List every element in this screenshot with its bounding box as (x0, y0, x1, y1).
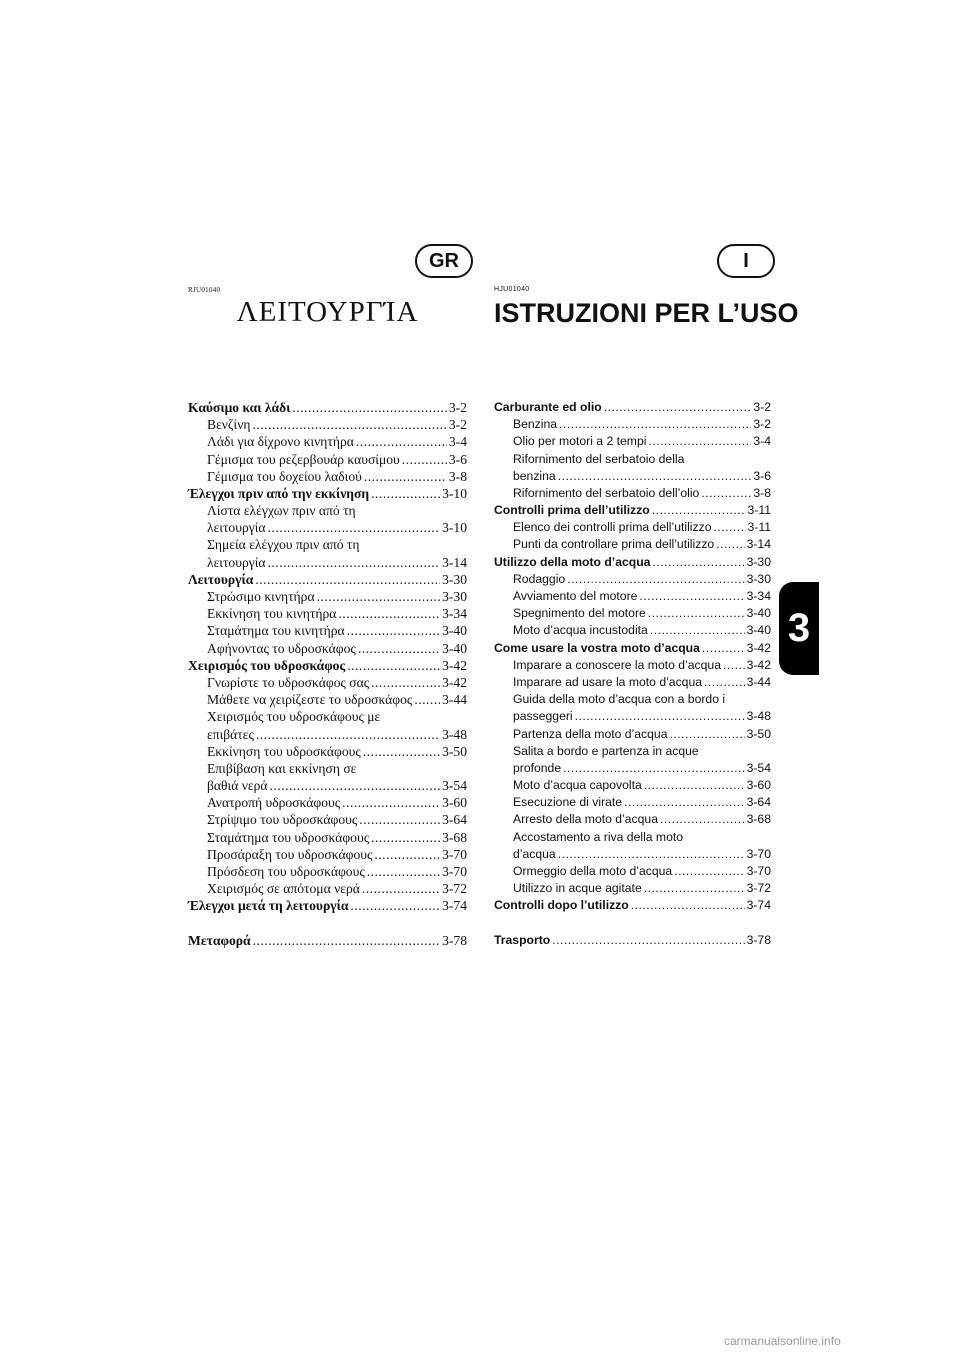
toc-entry-page: 3-2 (448, 399, 467, 415)
toc-entry-page: 3-30 (746, 571, 771, 586)
toc-dot-leader (558, 468, 752, 485)
toc-entry-page: 3-70 (746, 864, 771, 879)
toc-dot-leader (255, 571, 440, 588)
toc-entry-page: 3-42 (746, 657, 771, 672)
toc-entry-title: Προσάραξη του υδροσκάφους (207, 846, 373, 862)
toc-dot-leader (723, 657, 745, 674)
toc-entry[interactable] (494, 726, 771, 743)
toc-dot-leader (256, 726, 440, 743)
toc-entry-page: 3-72 (442, 881, 467, 897)
toc-entry[interactable] (188, 640, 467, 657)
toc-entry[interactable] (188, 812, 467, 829)
toc-entry[interactable] (188, 708, 467, 725)
toc-entry-title: Μάθετε να χειρίζεστε το υδροσκάφος (207, 692, 413, 708)
toc-entry-page: 3-8 (753, 485, 771, 500)
toc-entry[interactable] (494, 433, 771, 450)
toc-entry-page: 3-10 (442, 520, 467, 536)
toc-entry[interactable] (188, 554, 467, 571)
toc-entry-title: Arresto della moto d’acqua (513, 812, 658, 827)
toc-entry[interactable] (494, 829, 771, 846)
toc-entry-page: 3-70 (442, 846, 467, 862)
toc-dot-leader (350, 897, 440, 914)
toc-entry[interactable] (188, 537, 467, 554)
toc-entry-title: Χειρισμός σε απότομα νερά (207, 881, 360, 897)
toc-entry-title: Utilizzo della moto d’acqua (494, 554, 651, 569)
toc-entry-title: Έλεγχοι μετά τη λειτουργία (188, 898, 349, 914)
toc-entry[interactable] (494, 777, 771, 794)
toc-entry-page: 3-40 (746, 623, 771, 638)
toc-entry-page: 3-48 (746, 709, 771, 724)
toc-entry-page: 3-74 (442, 898, 467, 914)
toc-entry-page: 3-2 (753, 417, 771, 432)
toc-entry[interactable] (188, 399, 467, 416)
toc-dot-leader (716, 536, 744, 553)
toc-entry-page: 3-78 (442, 932, 467, 948)
toc-entry[interactable] (494, 760, 771, 777)
toc-entry-title: Στρίψιμο του υδροσκάφους (207, 812, 358, 828)
toc-entry-title: Moto d’acqua incustodita (513, 623, 648, 638)
toc-entry[interactable] (188, 519, 467, 536)
toc-entry-title: Partenza della moto d’acqua (513, 726, 668, 741)
toc-entry-title: Γέμισμα του δοχείου λαδιού (207, 468, 362, 484)
toc-entry-title: Benzina (513, 417, 558, 432)
toc-dot-leader (338, 605, 440, 622)
toc-entry-title: Olio per motori a 2 tempi (513, 434, 647, 449)
toc-dot-leader (567, 571, 744, 588)
toc-entry-page: 3-40 (746, 606, 771, 621)
toc-entry[interactable] (188, 863, 467, 880)
toc-entry-title: Moto d’acqua capovolta (513, 778, 642, 793)
toc-entry-page: 3-70 (746, 846, 771, 861)
toc-entry[interactable] (494, 622, 771, 639)
toc-entry-page: 3-2 (753, 399, 771, 414)
toc-entry[interactable] (494, 605, 771, 622)
toc-entry[interactable] (188, 657, 467, 674)
toc-entry[interactable] (494, 519, 771, 536)
toc-entry-title: profonde (513, 760, 562, 775)
toc-entry-title: Βενζίνη (207, 417, 251, 433)
toc-entry[interactable] (494, 588, 771, 605)
toc-entry-page: 3-6 (753, 468, 771, 483)
toc-entry[interactable] (494, 657, 771, 674)
toc-entry-page: 3-30 (442, 589, 467, 605)
toc-entry[interactable] (188, 502, 467, 519)
toc-entry-page: 3-78 (746, 932, 771, 947)
toc-entry-page: 3-44 (442, 692, 467, 708)
toc-entry-page: 3-64 (746, 795, 771, 810)
toc-entry-title: Spegnimento del motore (513, 606, 646, 621)
toc-entry-title: Λειτουργία (188, 571, 254, 587)
toc-entry-title: Χειρισμός του υδροσκάφος (188, 657, 346, 673)
toc-entry-title: Come usare la vostra moto d’acqua (494, 640, 700, 655)
toc-entry-page: 3-14 (746, 537, 771, 552)
toc-entry[interactable] (494, 812, 771, 829)
toc-entry-title: Ανατροπή υδροσκάφους (207, 795, 341, 811)
toc-entry[interactable] (494, 554, 771, 571)
toc-dot-leader (292, 399, 447, 416)
toc-entry-page: 3-42 (746, 640, 771, 655)
toc-entry-title: Επιβίβαση και εκκίνηση σε (207, 760, 357, 776)
toc-dot-leader (674, 863, 744, 880)
toc-entry[interactable] (188, 829, 467, 846)
toc-dot-leader (644, 880, 745, 897)
toc-entry-title: Utilizzo in acque agitate (513, 881, 642, 896)
toc-entry-title: Εκκίνηση του κινητήρα (207, 606, 337, 622)
toc-entry-title: Rodaggio (513, 571, 566, 586)
toc-entry[interactable] (188, 451, 467, 468)
toc-entry-title: Γέμισμα του ρεζερβουάρ καυσίμου (207, 451, 400, 467)
toc-entry-title: Λίστα ελέγχων πριν από τη (207, 503, 356, 519)
toc-entry-page: 3-4 (753, 434, 771, 449)
toc-dot-leader (359, 811, 440, 828)
toc-entry-page: 3-2 (448, 417, 467, 433)
toc-dot-leader (253, 932, 440, 949)
toc-entry[interactable] (494, 846, 771, 863)
toc-dot-leader (362, 880, 440, 897)
toc-dot-leader (563, 760, 744, 777)
toc-entry-page: 3-60 (746, 778, 771, 793)
toc-entry[interactable] (494, 674, 771, 691)
toc-dot-leader (631, 897, 745, 914)
toc-entry[interactable] (188, 777, 467, 794)
toc-entry[interactable] (188, 691, 467, 708)
toc-entry-page: 3-11 (747, 520, 771, 535)
toc-entry-title: Στρώσιμο κινητήρα (207, 589, 315, 605)
toc-entry[interactable] (494, 416, 771, 433)
toc-entry[interactable] (188, 726, 467, 743)
toc-entry-title: Imparare ad usare la moto d’acqua (513, 674, 703, 689)
toc-entry-title: Σημεία ελέγχου πριν από τη (207, 537, 360, 553)
toc-entry-title: benzina (513, 468, 556, 483)
toc-entry-title: Σταμάτημα του κινητήρα (207, 623, 345, 639)
toc-entry-page: 3-60 (442, 795, 467, 811)
toc-entry-title: Χειρισμός του υδροσκάφους με (207, 709, 381, 725)
toc-dot-leader (371, 485, 440, 502)
toc-entry-title: Esecuzione di virate (513, 795, 623, 810)
toc-entry[interactable] (494, 863, 771, 880)
toc-entry-page: 3-34 (746, 589, 771, 604)
language-badge-greek: GR (415, 244, 473, 278)
toc-entry[interactable] (494, 640, 771, 657)
chapter-title-italian: ISTRUZIONI PER L’USO (494, 298, 799, 328)
toc-entry[interactable] (494, 468, 771, 485)
toc-entry[interactable] (494, 691, 771, 708)
toc-entry[interactable] (188, 743, 467, 760)
toc-entry-title: Punti da controllare prima dell’utilizzo (513, 537, 715, 552)
toc-entry-title: Λάδι για δίχρονο κινητήρα (207, 434, 354, 450)
toc-dot-leader (374, 846, 440, 863)
toc-entry-page: 3-70 (442, 864, 467, 880)
toc-entry-page: 3-48 (442, 726, 467, 742)
toc-dot-leader (575, 708, 745, 725)
toc-entry[interactable] (188, 794, 467, 811)
toc-entry-title: Έλεγχοι πριν από την εκκίνηση (188, 485, 370, 501)
toc-entry-page: 3-72 (746, 881, 771, 896)
toc-dot-leader (358, 640, 440, 657)
toc-entry-title: Controlli dopo l’utilizzo (494, 898, 629, 913)
toc-entry-page: 3-44 (746, 674, 771, 689)
toc-entry-title: Σταμάτημα του υδροσκάφους (207, 829, 370, 845)
toc-entry-page: 3-68 (746, 812, 771, 827)
toc-entry-title: επιβάτες (207, 726, 254, 742)
toc-dot-leader (559, 416, 751, 433)
toc-entry-page: 3-14 (442, 554, 467, 570)
toc-entry[interactable] (494, 502, 771, 519)
toc-entry-title: Carburante ed olio (494, 399, 602, 414)
toc-entry[interactable] (494, 794, 771, 811)
toc-entry[interactable] (494, 399, 771, 416)
toc-entry-title: Καύσιμο και λάδι (188, 399, 291, 415)
toc-dot-leader (270, 777, 441, 794)
toc-entry-title: Μεταφορά (188, 932, 251, 948)
table-of-contents-italian (494, 399, 771, 949)
toc-dot-leader (669, 726, 744, 743)
toc-entry-page: 3-30 (442, 571, 467, 587)
toc-dot-leader (648, 433, 751, 450)
toc-entry-title: Accostamento a riva della moto (513, 829, 684, 844)
toc-dot-leader (371, 674, 440, 691)
toc-entry-title: βαθιά νερά (207, 778, 268, 794)
toc-dot-leader (648, 605, 745, 622)
toc-dot-leader (364, 468, 447, 485)
section-code-italian: HJU01040 (494, 286, 530, 293)
toc-entry[interactable] (188, 605, 467, 622)
toc-dot-leader (650, 622, 745, 639)
toc-entry-title: Guida della moto d’acqua con a bordo i (513, 692, 726, 707)
toc-entry[interactable] (494, 537, 771, 554)
chapter-title-greek: ΛΕΙΤΟΥΡΓΊΑ (236, 296, 419, 328)
toc-dot-leader (347, 622, 440, 639)
toc-entry[interactable] (188, 846, 467, 863)
toc-entry[interactable] (188, 622, 467, 639)
toc-entry[interactable] (494, 880, 771, 897)
toc-entry[interactable] (494, 743, 771, 760)
toc-entry[interactable] (494, 932, 771, 949)
toc-entry-title: Imparare a conoscere la moto d’acqua (513, 657, 721, 672)
toc-entry-page: 3-74 (746, 898, 771, 913)
toc-entry-title: Elenco dei controlli prima dell’utilizzo (513, 520, 712, 535)
toc-dot-leader (639, 588, 744, 605)
toc-dot-leader (367, 863, 440, 880)
toc-dot-leader (652, 554, 744, 571)
toc-entry-title: Rifornimento del serbatoio dell’olio (513, 485, 700, 500)
toc-entry-page: 3-54 (442, 778, 467, 794)
toc-dot-leader (713, 519, 745, 536)
toc-entry[interactable] (494, 571, 771, 588)
toc-entry-title: Αφήνοντας το υδροσκάφος (207, 640, 356, 656)
toc-entry-page: 3-6 (448, 451, 467, 467)
toc-entry-page: 3-10 (442, 485, 467, 501)
toc-dot-leader (342, 794, 440, 811)
toc-entry-page: 3-50 (442, 743, 467, 759)
toc-entry[interactable] (188, 674, 467, 691)
toc-dot-leader (558, 846, 745, 863)
toc-entry-page: 3-8 (448, 468, 467, 484)
toc-entry-page: 3-40 (442, 623, 467, 639)
toc-entry-title: Salita a bordo e partenza in acque (513, 743, 699, 758)
toc-entry-page: 3-42 (442, 657, 467, 673)
toc-dot-leader (552, 932, 744, 949)
toc-entry-title: Πρόσδεση του υδροσκάφους (207, 864, 365, 880)
toc-entry-title: Ormeggio della moto d’acqua (513, 864, 673, 879)
toc-entry-title: Trasporto (494, 932, 551, 947)
toc-entry-page: 3-50 (746, 726, 771, 741)
toc-entry[interactable] (188, 468, 467, 485)
toc-entry[interactable] (188, 571, 467, 588)
toc-entry-page: 3-64 (442, 812, 467, 828)
toc-dot-leader (402, 451, 447, 468)
toc-entry-page: 3-40 (442, 640, 467, 656)
toc-dot-leader (644, 777, 745, 794)
toc-entry-title: λειτουργία (207, 520, 266, 536)
toc-entry-page: 3-42 (442, 674, 467, 690)
toc-dot-leader (414, 691, 440, 708)
toc-entry[interactable] (188, 932, 467, 949)
toc-entry-title: d’acqua (513, 846, 556, 861)
toc-entry[interactable] (188, 416, 467, 433)
toc-entry[interactable] (494, 485, 771, 502)
toc-entry-page: 3-30 (746, 554, 771, 569)
toc-dot-leader (624, 794, 745, 811)
toc-entry[interactable] (188, 433, 467, 450)
toc-dot-leader (371, 829, 440, 846)
toc-entry-page: 3-34 (442, 606, 467, 622)
toc-entry[interactable] (188, 897, 467, 914)
section-code-greek: RJU01040 (188, 286, 221, 294)
toc-dot-leader (704, 674, 745, 691)
toc-entry[interactable] (494, 897, 771, 914)
toc-entry-title: Controlli prima dell’utilizzo (494, 503, 650, 518)
toc-entry-title: λειτουργία (207, 554, 266, 570)
toc-entry[interactable] (188, 880, 467, 897)
toc-entry[interactable] (494, 451, 771, 468)
toc-dot-leader (252, 416, 446, 433)
table-of-contents-greek (188, 399, 467, 949)
toc-entry-title: Rifornimento del serbatoio della (513, 451, 685, 466)
toc-dot-leader (317, 588, 441, 605)
toc-dot-leader (702, 640, 745, 657)
chapter-tab: 3 (779, 582, 819, 675)
toc-dot-leader (660, 811, 745, 828)
toc-dot-leader (363, 743, 440, 760)
toc-dot-leader (268, 554, 441, 571)
toc-dot-leader (347, 657, 440, 674)
toc-entry[interactable] (188, 485, 467, 502)
toc-dot-leader (356, 433, 447, 450)
toc-entry-page: 3-54 (746, 760, 771, 775)
toc-entry-title: Γνωρίστε το υδροσκάφος σας (207, 674, 370, 690)
watermark: carmanualsonline.info (724, 1334, 841, 1348)
toc-entry[interactable] (188, 588, 467, 605)
toc-dot-leader (652, 502, 746, 519)
toc-dot-leader (268, 519, 441, 536)
toc-entry[interactable] (494, 708, 771, 725)
language-badge-italian: I (717, 244, 775, 278)
toc-entry-page: 3-68 (442, 829, 467, 845)
toc-dot-leader (701, 485, 751, 502)
toc-entry-title: Avviamento del motore (513, 589, 638, 604)
toc-dot-leader (604, 399, 752, 416)
toc-entry-page: 3-11 (747, 503, 771, 518)
toc-entry[interactable] (188, 760, 467, 777)
toc-entry-page: 3-4 (448, 434, 467, 450)
toc-entry-title: Εκκίνηση του υδροσκάφους (207, 743, 361, 759)
toc-entry-title: passeggeri (513, 709, 573, 724)
